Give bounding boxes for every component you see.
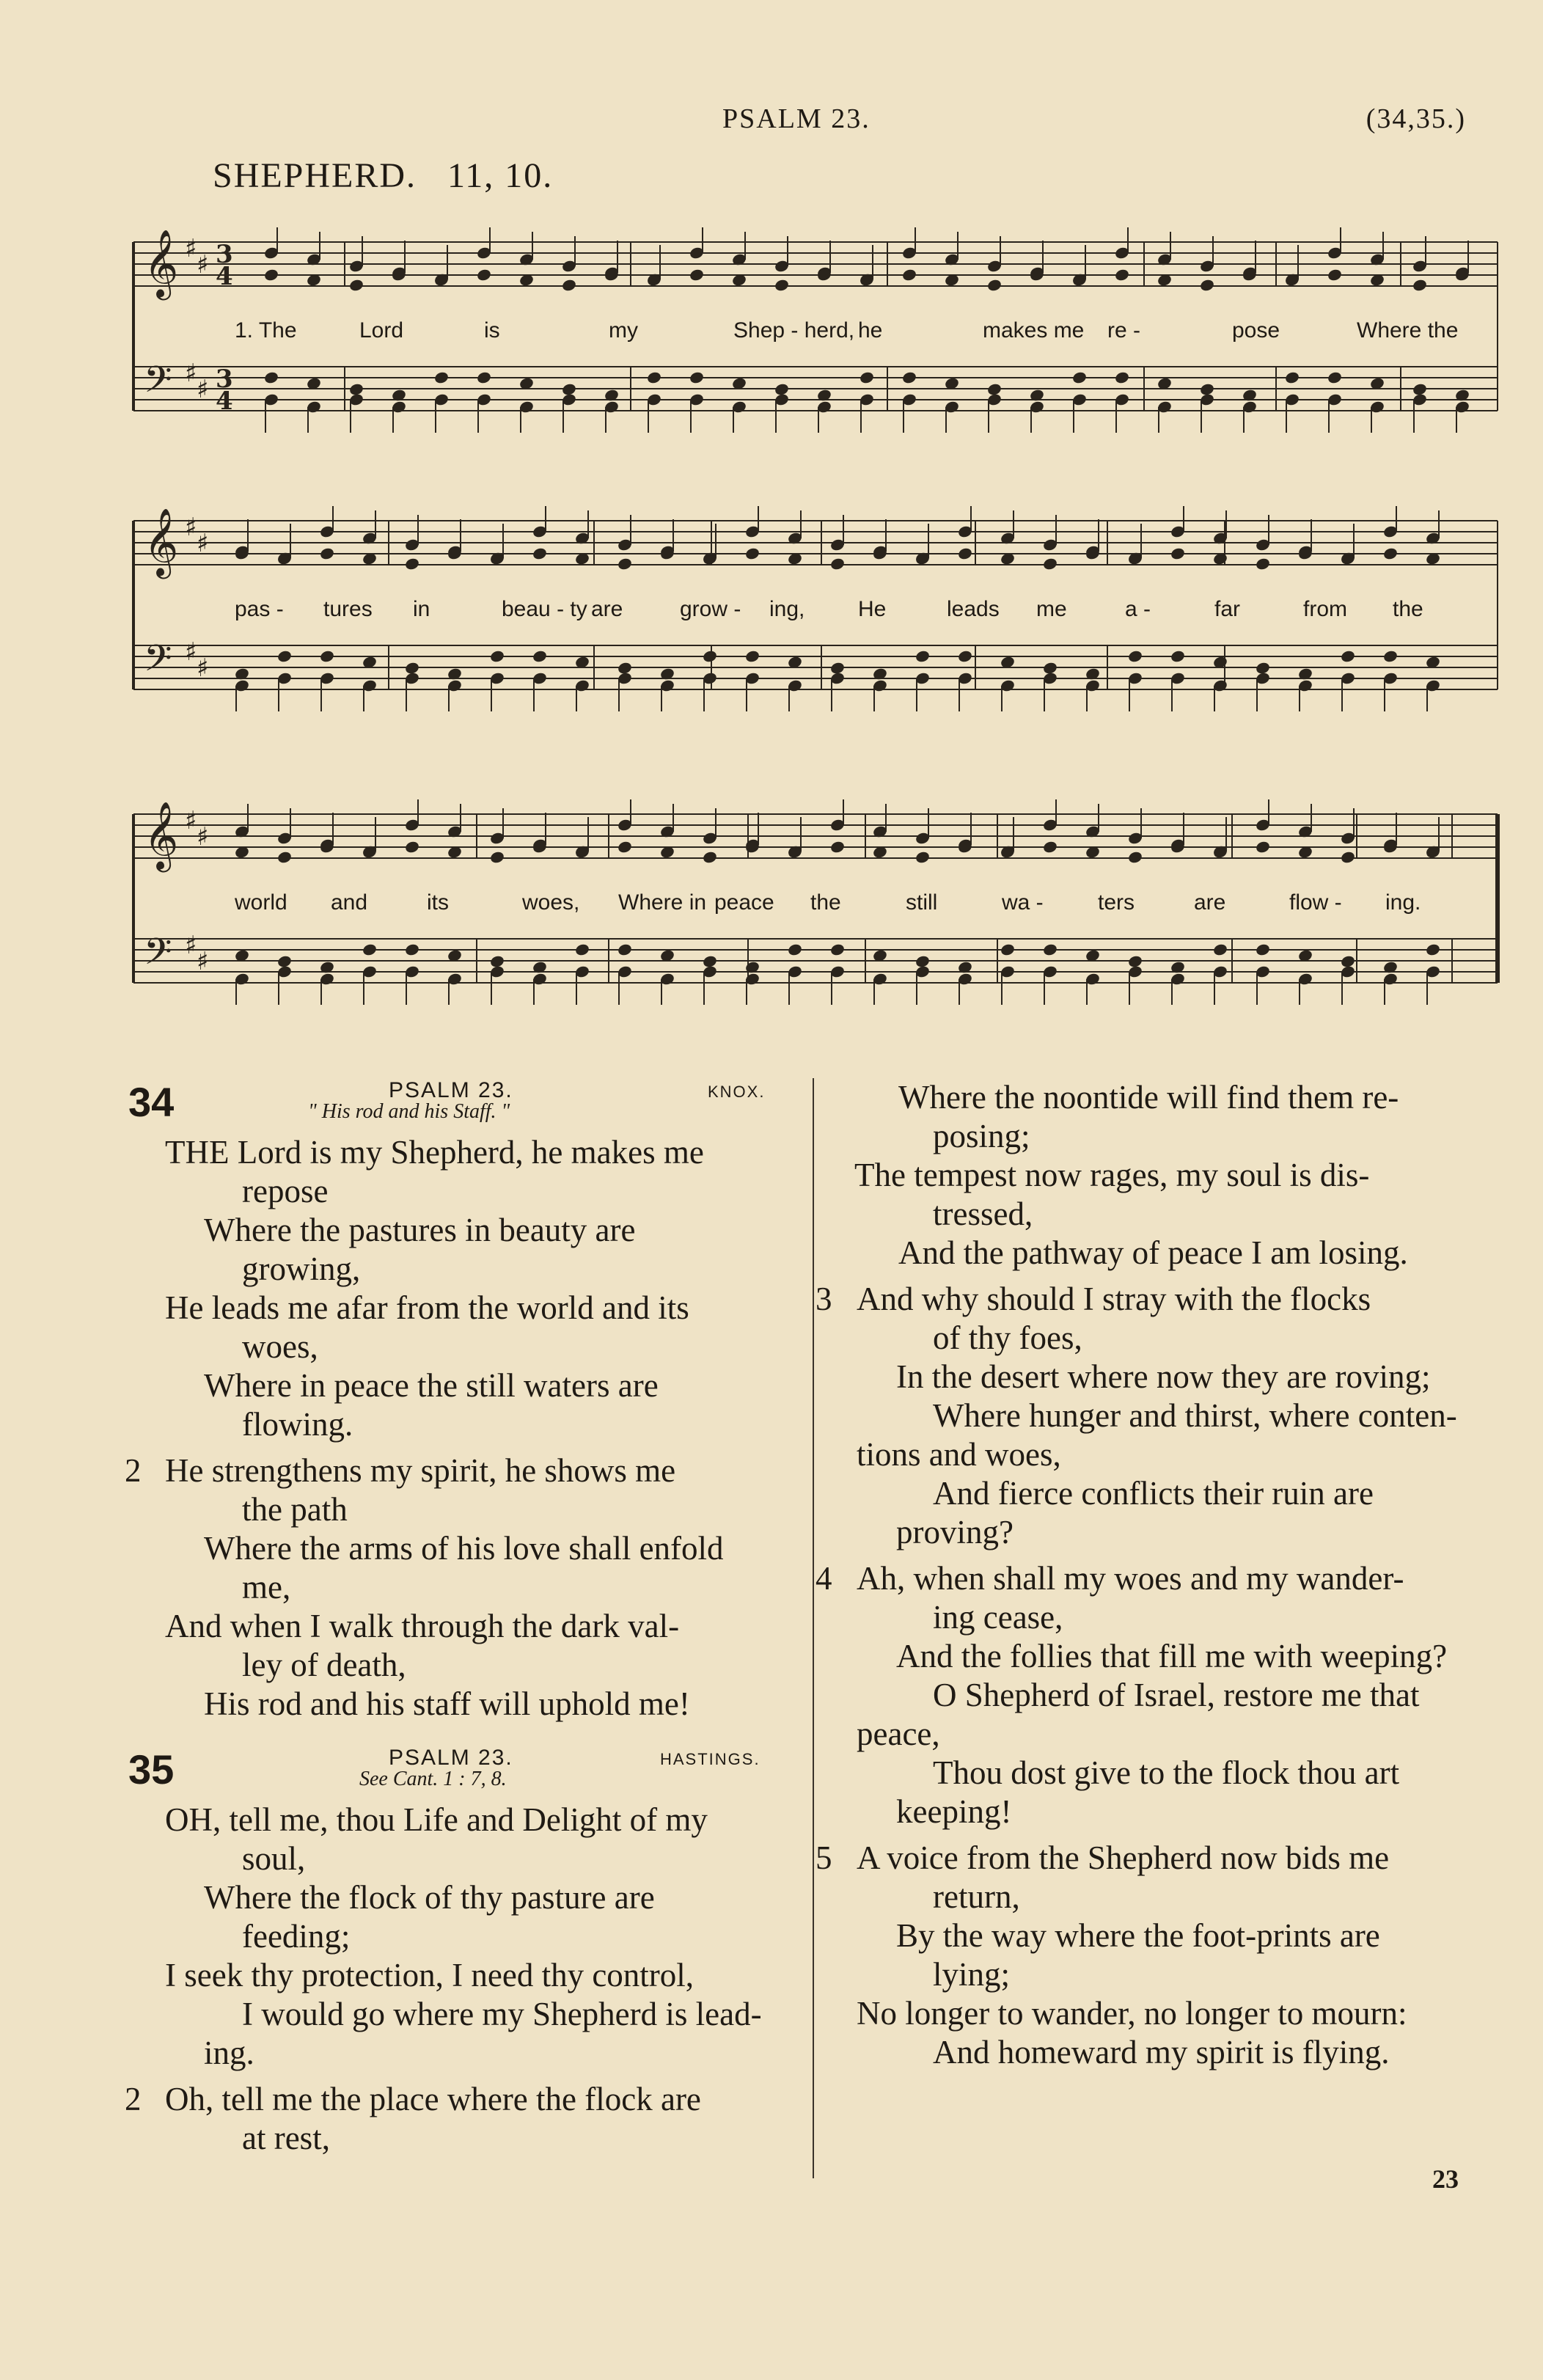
verse-line: And the follies that fill me with weeping?	[896, 1638, 1448, 1674]
note-head-icon	[901, 268, 917, 282]
note-head-icon	[829, 942, 846, 956]
verse-line: growing,	[242, 1251, 361, 1287]
note-head-icon	[1412, 382, 1428, 396]
lyric-syllable: its	[427, 890, 449, 915]
verse-line: Where the pastures in beauty are	[204, 1212, 636, 1248]
hymn-number: 35	[128, 1746, 175, 1793]
note-head-icon	[1127, 850, 1143, 864]
note-head-icon	[1212, 942, 1228, 956]
note-head-icon	[1042, 942, 1058, 956]
verse-line: I would go where my Shepherd is lead-	[242, 1996, 762, 2032]
note-head-icon	[263, 268, 279, 282]
note-head-icon	[433, 370, 450, 384]
verse-line: And homeward my spirit is flying.	[933, 2034, 1390, 2070]
note-head-icon	[1255, 840, 1271, 854]
verse-line: the path	[242, 1491, 348, 1528]
note-head-icon	[532, 649, 548, 663]
note-head-icon	[689, 268, 705, 282]
sharp-icon: ♯	[185, 931, 197, 960]
hymn-composer: KNOX.	[708, 1083, 766, 1101]
lyric-syllable: 1. The	[235, 318, 297, 343]
verse-line: tressed,	[933, 1196, 1033, 1232]
note-head-icon	[1199, 382, 1215, 396]
verse-line: He strengthens my spirit, he shows me	[165, 1452, 676, 1489]
note-head-icon	[901, 370, 917, 384]
bass-clef-icon: 𝄢	[144, 359, 172, 410]
note-head-icon	[986, 382, 1003, 396]
note-head-icon	[476, 268, 492, 282]
note-head-icon	[1071, 370, 1088, 384]
verse-line: peace,	[857, 1716, 940, 1752]
lyric-syllable: beau - ty	[502, 597, 587, 621]
verse-line: posing;	[933, 1118, 1030, 1154]
note-head-icon	[362, 942, 378, 956]
verse-line: No longer to wander, no longer to mourn:	[857, 1995, 1407, 2032]
verse-line: And fierce conflicts their ruin are	[933, 1475, 1374, 1512]
note-head-icon	[561, 382, 577, 396]
verse-number: 2	[125, 2081, 142, 2117]
note-head-icon	[915, 954, 931, 968]
note-head-icon	[319, 546, 335, 560]
note-head-icon	[787, 942, 803, 956]
verse-line: A voice from the Shepherd now bids me	[857, 1839, 1390, 1876]
note-head-icon	[532, 546, 548, 560]
note-head-icon	[744, 649, 760, 663]
verse-line: Where hunger and thirst, where conten-	[933, 1397, 1457, 1434]
hymn-psalm: PSALM 23.	[389, 1078, 513, 1102]
verse-line: ley of death,	[242, 1647, 406, 1683]
lyric-syllable: makes me	[983, 318, 1085, 343]
note-head-icon	[574, 942, 590, 956]
verse-line: Where the arms of his love shall enfold	[204, 1530, 724, 1567]
verse-line: return,	[933, 1878, 1020, 1915]
lyric-syllable: my	[609, 318, 638, 343]
note-head-icon	[702, 850, 718, 864]
verse-line: ing.	[204, 2035, 254, 2071]
lyric-syllable: grow -	[680, 597, 741, 621]
note-head-icon	[1382, 649, 1399, 663]
sharp-icon: ♯	[197, 653, 209, 683]
sharp-icon: ♯	[185, 637, 197, 667]
verse-line: OH, tell me, thou Life and Delight of my	[165, 1801, 708, 1838]
lyric-line	[125, 890, 1503, 923]
note-head-icon	[744, 546, 760, 560]
verse-line: And why should I stray with the flocks	[857, 1281, 1371, 1317]
verse-line: His rod and his staff will uphold me!	[204, 1685, 690, 1722]
verse-line: By the way where the foot-prints are	[896, 1917, 1380, 1954]
note-head-icon	[774, 382, 790, 396]
lyric-syllable: world	[235, 890, 287, 915]
note-head-icon	[1327, 268, 1343, 282]
tune-name: SHEPHERD.	[213, 156, 417, 195]
verse-number: 2	[125, 1452, 142, 1489]
note-head-icon	[1170, 546, 1186, 560]
verse-line: ing cease,	[933, 1599, 1063, 1636]
verse-number: 3	[816, 1281, 832, 1317]
hymn-number: 34	[128, 1079, 175, 1125]
note-head-icon	[617, 661, 633, 675]
lyric-syllable: woes,	[522, 890, 580, 915]
note-head-icon	[1284, 370, 1300, 384]
lyric-syllable: re -	[1107, 318, 1140, 343]
note-head-icon	[957, 649, 973, 663]
note-head-icon	[829, 661, 846, 675]
lyric-syllable: he	[858, 318, 883, 343]
note-head-icon	[489, 649, 505, 663]
sharp-icon: ♯	[197, 947, 209, 976]
lyric-syllable: Where in	[618, 890, 707, 915]
note-head-icon	[1340, 954, 1356, 968]
verse-line: woes,	[242, 1328, 318, 1365]
lyric-syllable: far	[1214, 597, 1241, 621]
treble-clef-icon: 𝄞	[144, 229, 179, 297]
note-head-icon	[1327, 370, 1343, 384]
note-head-icon	[1255, 942, 1271, 956]
note-head-icon	[1340, 850, 1356, 864]
note-head-icon	[1127, 649, 1143, 663]
note-head-icon	[1042, 661, 1058, 675]
verse-line: And the pathway of peace I am losing.	[898, 1234, 1408, 1271]
note-head-icon	[348, 278, 364, 292]
note-head-icon	[1255, 557, 1271, 571]
lyric-syllable: and	[331, 890, 368, 915]
note-head-icon	[859, 370, 875, 384]
lyric-syllable: is	[484, 318, 500, 343]
note-head-icon	[404, 840, 420, 854]
verse-line: In the desert where now they are roving;	[896, 1358, 1431, 1395]
verse-line: THE Lord is my Shepherd, he makes me	[165, 1134, 704, 1171]
verse-line: Oh, tell me the place where the flock are	[165, 2081, 701, 2117]
sharp-icon: ♯	[185, 234, 197, 263]
verse-line: proving?	[896, 1514, 1014, 1550]
verse-line: feeding;	[242, 1918, 351, 1955]
lyric-syllable: He	[858, 597, 887, 621]
verse-line: He leads me afar from the world and its	[165, 1289, 689, 1326]
running-head	[0, 103, 1543, 147]
sharp-icon: ♯	[197, 822, 209, 852]
lyric-syllable: the	[810, 890, 841, 915]
sharp-icon: ♯	[185, 359, 197, 388]
note-head-icon	[404, 661, 420, 675]
note-head-icon	[489, 954, 505, 968]
verse-number: 5	[816, 1839, 832, 1876]
lyric-syllable: ters	[1098, 890, 1135, 915]
verse-line: And when I walk through the dark val-	[165, 1608, 680, 1644]
verse-line: at rest,	[242, 2120, 330, 2156]
verse-line: flowing.	[242, 1406, 353, 1443]
note-head-icon	[1412, 278, 1428, 292]
lyric-syllable: the	[1393, 597, 1423, 621]
verse-line: Where in peace the still waters are	[204, 1367, 659, 1404]
hymn-subtitle: " His rod and his Staff. "	[308, 1100, 510, 1123]
note-head-icon	[404, 942, 420, 956]
lyric-syllable: pas -	[235, 597, 284, 621]
lyric-syllable: flow -	[1289, 890, 1342, 915]
music-score	[125, 213, 1503, 1056]
note-head-icon	[1000, 942, 1016, 956]
lyric-syllable: ing.	[1385, 890, 1421, 915]
note-head-icon	[561, 278, 577, 292]
note-head-icon	[829, 557, 846, 571]
lyric-syllable: ing,	[769, 597, 805, 621]
lyric-syllable: Shep - herd,	[733, 318, 855, 343]
lyric-syllable: Where the	[1357, 318, 1459, 343]
sharp-icon: ♯	[197, 250, 209, 279]
lyric-syllable: peace	[714, 890, 774, 915]
note-head-icon	[1382, 546, 1399, 560]
note-head-icon	[348, 382, 364, 396]
note-head-icon	[1042, 557, 1058, 571]
lyric-syllable: in	[413, 597, 430, 621]
verse-line: me,	[242, 1569, 291, 1605]
time-signature-top: 3	[216, 365, 233, 394]
note-head-icon	[1127, 954, 1143, 968]
note-head-icon	[1114, 268, 1130, 282]
lyric-syllable: pose	[1232, 318, 1280, 343]
lyric-syllable: a -	[1125, 597, 1151, 621]
verse-line: Where the noontide will find them re-	[898, 1079, 1399, 1116]
note-head-icon	[1425, 942, 1441, 956]
note-head-icon	[319, 649, 335, 663]
note-head-icon	[617, 840, 633, 854]
note-head-icon	[829, 840, 846, 854]
note-head-icon	[476, 370, 492, 384]
lyric-syllable: are	[591, 597, 623, 621]
note-head-icon	[702, 954, 718, 968]
note-head-icon	[276, 649, 293, 663]
lyric-syllable: are	[1194, 890, 1226, 915]
bass-clef-icon: 𝄢	[144, 637, 172, 689]
lyric-syllable: from	[1303, 597, 1347, 621]
running-head-title: PSALM 23.	[722, 103, 871, 134]
verse-line: lying;	[933, 1956, 1011, 1993]
tune-title	[213, 155, 553, 196]
note-head-icon	[915, 649, 931, 663]
note-head-icon	[1170, 649, 1186, 663]
verse-line: O Shepherd of Israel, restore me that	[933, 1677, 1420, 1713]
note-head-icon	[774, 278, 790, 292]
note-head-icon	[404, 557, 420, 571]
verse-line: The tempest now rages, my soul is dis-	[854, 1157, 1370, 1193]
note-head-icon	[915, 850, 931, 864]
lyric-syllable: me	[1036, 597, 1067, 621]
lyric-syllable: still	[906, 890, 938, 915]
note-head-icon	[617, 942, 633, 956]
note-head-icon	[276, 954, 293, 968]
verse-line: Where the flock of thy pasture are	[204, 1879, 655, 1916]
note-head-icon	[646, 370, 662, 384]
column-divider	[813, 1078, 814, 2178]
sharp-icon: ♯	[197, 375, 209, 404]
tune-meter: 11, 10.	[447, 156, 554, 195]
sharp-icon: ♯	[185, 513, 197, 542]
note-head-icon	[1199, 278, 1215, 292]
note-head-icon	[263, 370, 279, 384]
note-head-icon	[1114, 370, 1130, 384]
hymn-subtitle: See Cant. 1 : 7, 8.	[359, 1768, 507, 1790]
note-head-icon	[276, 850, 293, 864]
sharp-icon: ♯	[185, 806, 197, 835]
time-signature-bottom: 4	[216, 262, 233, 291]
hymn-text-columns	[0, 1078, 1543, 2178]
time-signature-bottom: 4	[216, 387, 233, 416]
lyric-syllable: leads	[947, 597, 1000, 621]
lyric-syllable: Lord	[359, 318, 404, 343]
note-head-icon	[1255, 661, 1271, 675]
treble-clef-icon: 𝄞	[144, 801, 179, 869]
running-head-numbers: (34,35.)	[1366, 103, 1466, 134]
verse-line: soul,	[242, 1840, 306, 1877]
verse-line: of thy foes,	[933, 1319, 1082, 1356]
hymn-composer: HASTINGS.	[660, 1750, 760, 1768]
note-head-icon	[489, 850, 505, 864]
note-head-icon	[986, 278, 1003, 292]
note-head-icon	[702, 649, 718, 663]
verse-line: Thou dost give to the flock thou art	[933, 1754, 1400, 1791]
bass-clef-icon: 𝄢	[144, 931, 172, 982]
note-head-icon	[689, 370, 705, 384]
verse-line: keeping!	[896, 1793, 1012, 1830]
lyric-line	[125, 318, 1503, 351]
verse-number: 4	[816, 1560, 832, 1597]
lyric-syllable: wa -	[1002, 890, 1044, 915]
treble-clef-icon: 𝄞	[144, 508, 179, 576]
note-head-icon	[1340, 649, 1356, 663]
time-signature-top: 3	[216, 240, 233, 269]
page-number: 23	[1432, 2164, 1459, 2194]
note-head-icon	[957, 546, 973, 560]
note-head-icon	[617, 557, 633, 571]
verse-line: repose	[242, 1173, 329, 1209]
lyric-line	[125, 597, 1503, 629]
hymn-psalm: PSALM 23.	[389, 1746, 513, 1770]
verse-line: I seek thy protection, I need thy control,	[165, 1957, 694, 1993]
lyric-syllable: tures	[323, 597, 373, 621]
note-head-icon	[1042, 840, 1058, 854]
verse-line: Ah, when shall my woes and my wander-	[857, 1560, 1404, 1597]
verse-line: tions and woes,	[857, 1436, 1061, 1473]
sharp-icon: ♯	[197, 529, 209, 558]
